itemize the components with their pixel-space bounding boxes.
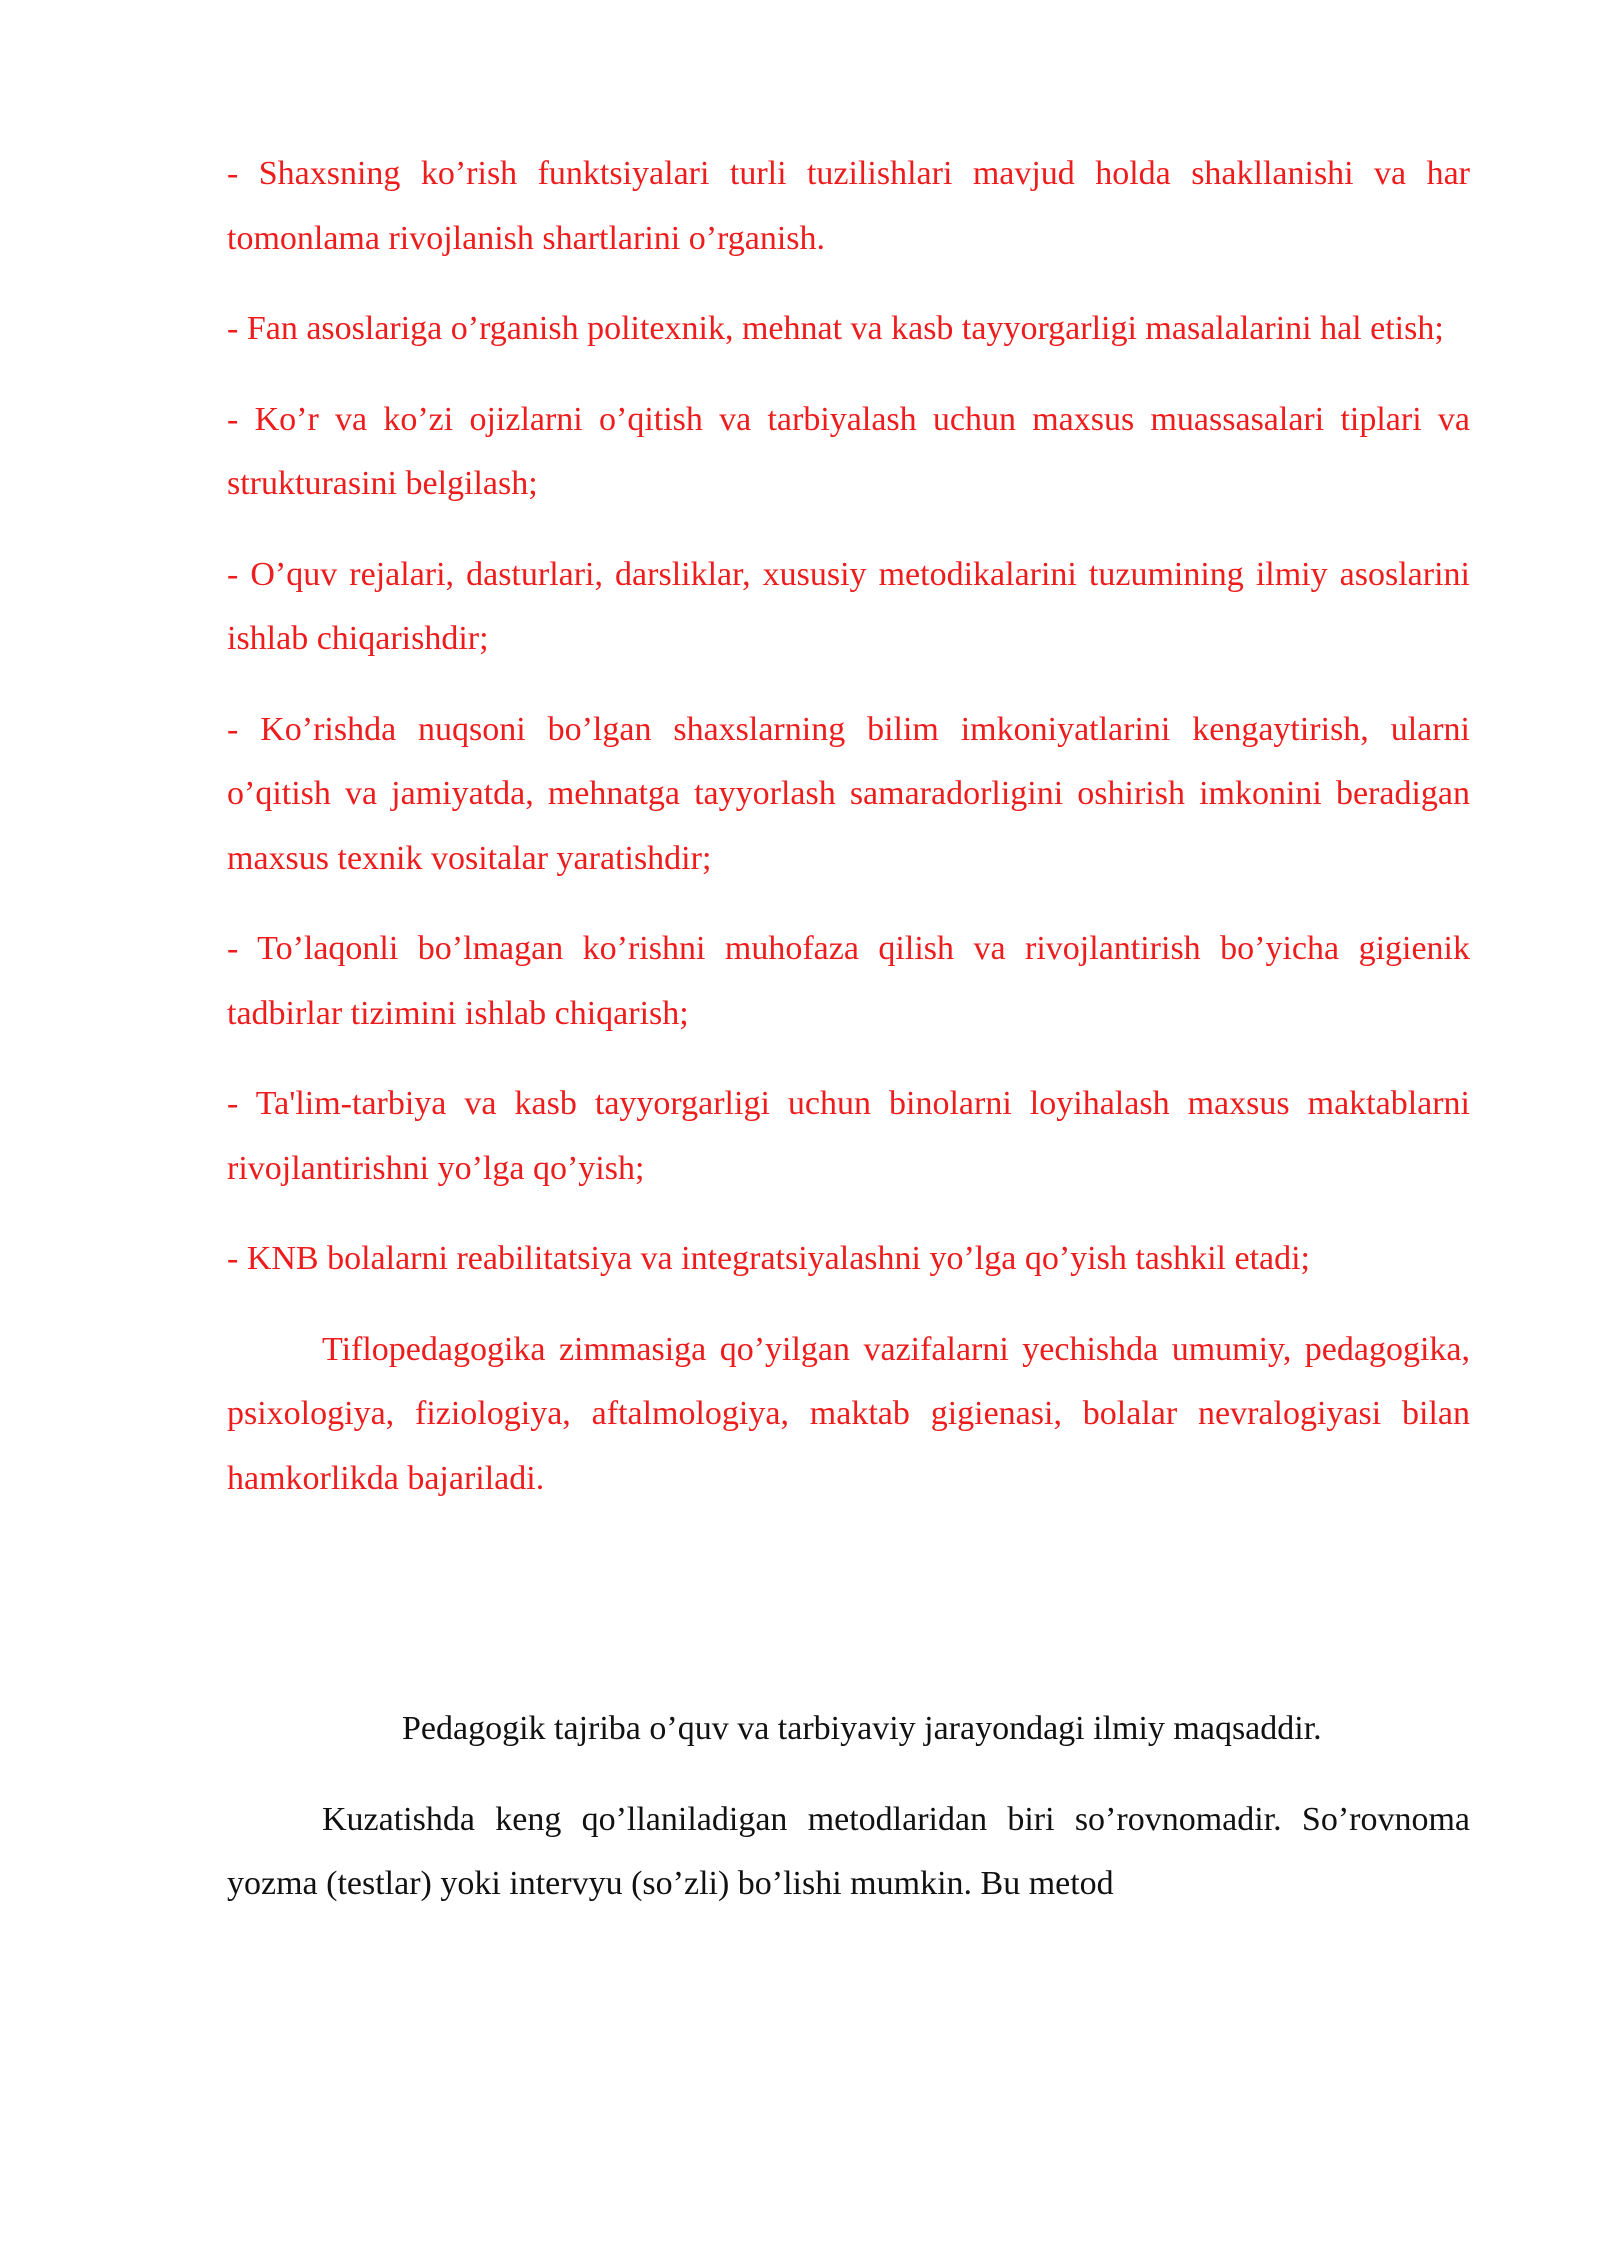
list-item: - O’quv rejalari, dasturlari, darsliklar, xususiy metodikalarini tuzumining ilmiy asoslarini ishlab chiqarishdir; <box>227 555 1470 657</box>
list-item: - Ko’r va ko’zi ojizlarni o’qitish va tarbiyalash uchun maxsus muassasalari tiplari va strukturasini belgilash; <box>227 400 1470 502</box>
list-item: - To’laqonli bo’lmagan ko’rishni muhofaza qilish va rivojlantirish bo’yicha gigienik tadbirlar tizimini ishlab chiqarish; <box>227 930 1470 1032</box>
section-line: Pedagogik tajriba o’quv va tarbiyaviy jarayondagi ilmiy maqsaddir. <box>402 1710 1322 1747</box>
list-item: - Fan asoslariga o’rganish politexnik, mehnat va kasb tayyorgarligi masalalarini hal etish; <box>227 310 1444 347</box>
list-item: - Ta'lim-tarbiya va kasb tayyorgarligi uchun binolarni loyihalash maxsus maktablarni rivojlantirishni yo’lga qo’yish; <box>227 1085 1470 1187</box>
page-content <box>227 142 1470 1943</box>
list-item: - KNB bolalarni reabilitatsiya va integratsiyalashni yo’lga qo’yish tashkil etadi; <box>227 1240 1311 1277</box>
closing-paragraph: Kuzatishda keng qo’llaniladigan metodlaridan biri so’rovnomadir. So’rovnoma yozma (testlar) yoki intervyu (so’zli) bo’lishi mumkin. Bu metod <box>227 1800 1470 1902</box>
summary-paragraph: Tiflopedagogika zimmasiga qo’yilgan vazifalarni yechishda umumiy, pedagogika, psixologiya, fiziologiya, aftalmologiya, maktab gigienasi, bolalar nevralogiyasi bilan hamkorlikda bajariladi. <box>227 1330 1470 1497</box>
list-item: - Shaxsning ko’rish funktsiyalari turli tuzilishlari mavjud holda shakllanishi va har tomonlama rivojlanish shartlarini o’rganish. <box>227 155 1470 257</box>
list-item: - Ko’rishda nuqsoni bo’lgan shaxslarning bilim imkoniyatlarini kengaytirish, ularni o’qitish va jamiyatda, mehnatga tayyorlash samaradorligini oshirish imkonini beradigan maxsus texnik vositalar yaratishdir; <box>227 710 1470 877</box>
blank-space <box>227 1537 1470 1697</box>
